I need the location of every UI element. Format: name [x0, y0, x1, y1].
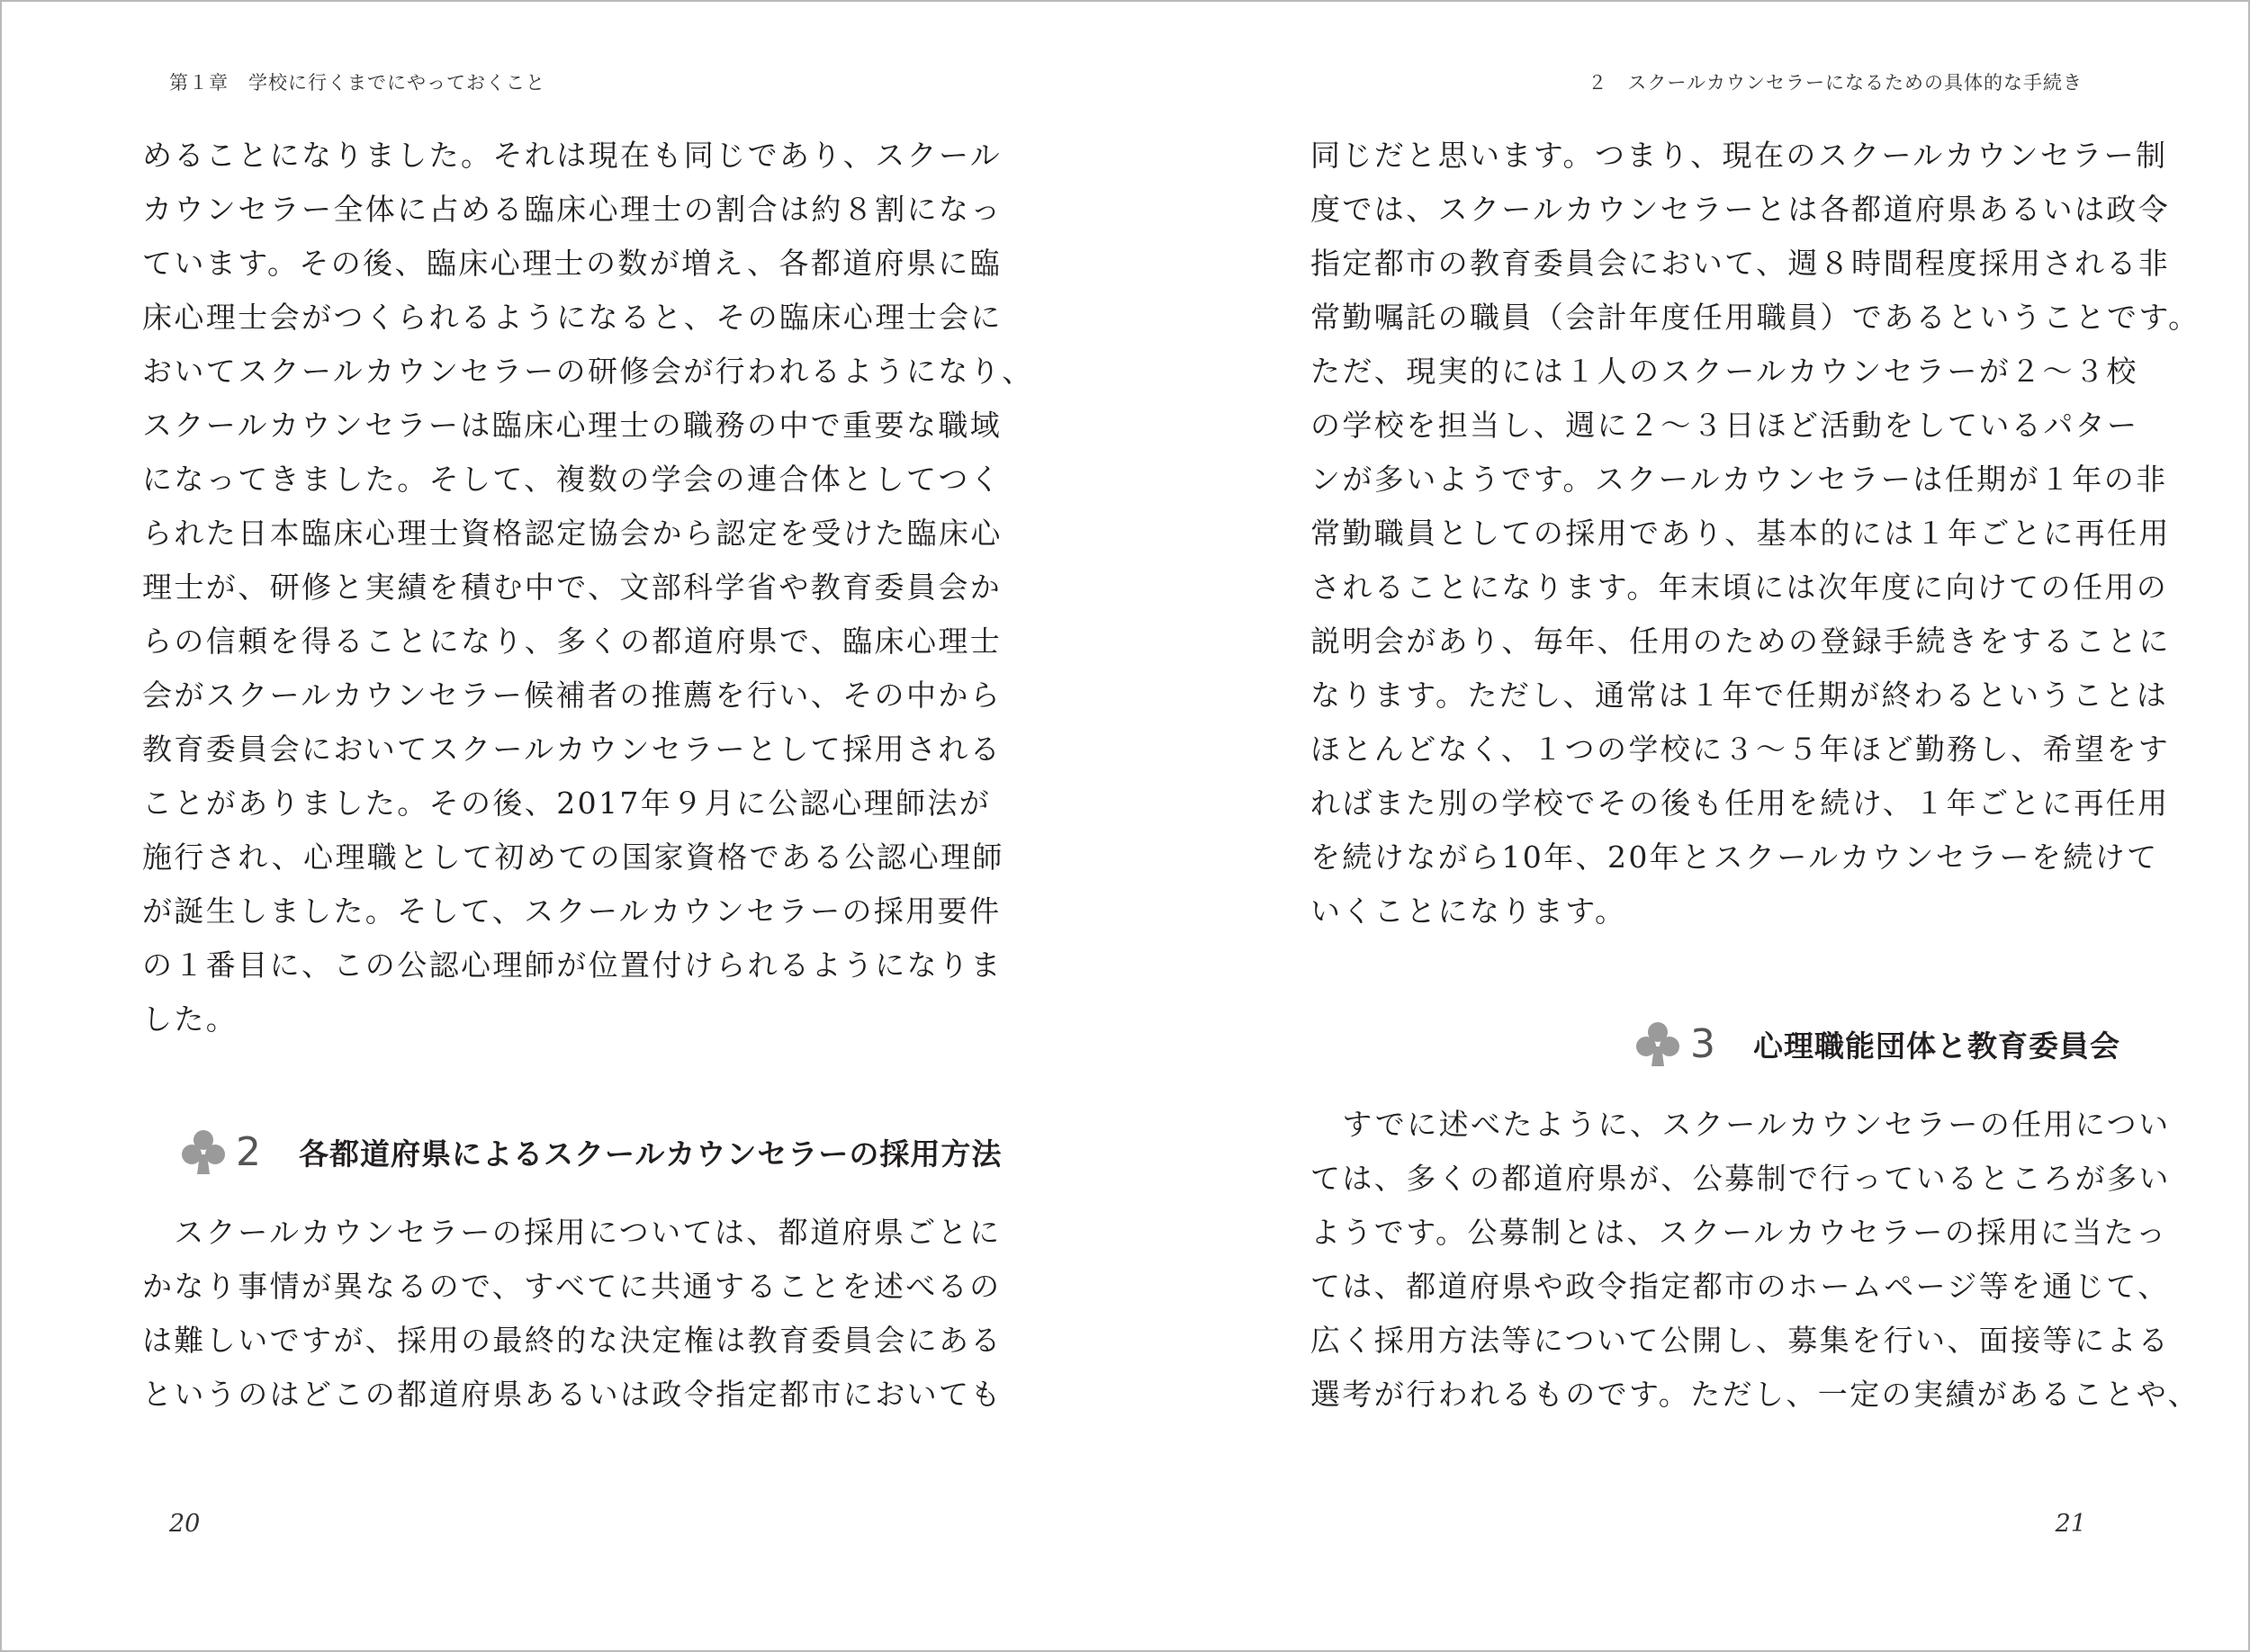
text-line: 指定都市の教育委員会において、週８時間程度採用される非 [1310, 246, 2171, 281]
section-number: 3 [1690, 1020, 1715, 1067]
text-line: 同じだと思います。つまり、現在のスクールカウンセラー制 [1310, 138, 2168, 173]
text-line: ています。その後、臨床心理士の数が増え、各都道府県に臨 [142, 246, 1003, 281]
text-line: 選考が行われるものです。ただし、一定の実績があることや、 [1310, 1377, 2200, 1412]
text-line: 床心理士会がつくられるようになると、その臨床心理士会に [142, 300, 1003, 335]
text-line: いくことになります。 [1310, 893, 1627, 929]
text-line: ようです。公募制とは、スクールカウセラーの採用に当たっ [1310, 1215, 2168, 1250]
section-heading-3 [1634, 1012, 2120, 1075]
right-paragraph-1 [1310, 129, 2200, 938]
page-number-right: 21 [2055, 1510, 2086, 1538]
section-number: 2 [236, 1128, 261, 1175]
text-line: 度では、スクールカウンセラーとは各都道府県あるいは政令 [1310, 192, 2171, 227]
running-head-right: ２ スクールカウンセラーになるための具体的な手続き [1588, 72, 2083, 94]
text-line: ただ、現実的には１人のスクールカウンセラーが２～３校 [1310, 354, 2138, 389]
text-line: なります。ただし、通常は１年で任期が終わるということは [1310, 678, 2169, 713]
text-line: ほとんどなく、１つの学校に３～５年ほど勤務し、希望をす [1310, 732, 2171, 767]
text-line: は難しいですが、採用の最終的な決定権は教育委員会にある [142, 1323, 1003, 1358]
text-line: スクールカウンセラーの採用については、都道府県ごとに [142, 1215, 1002, 1250]
text-line: 常勤職員としての採用であり、基本的には１年ごとに再任用 [1310, 516, 2171, 551]
text-line: 教育委員会においてスクールカウンセラーとして採用される [142, 732, 1003, 767]
section-title: 心理職能団体と教育委員会 [1753, 1028, 2120, 1064]
text-line: になってきました。そして、複数の学会の連合体としてつく [142, 462, 1003, 497]
text-line: というのはどこの都道府県あるいは政令指定都市においても [142, 1377, 1003, 1412]
text-line: の１番目に、この公認心理師が位置付けられるようになりま [142, 947, 1003, 983]
right-page [1125, 0, 2250, 1652]
left-paragraph-2 [142, 1206, 1003, 1422]
text-line: されることになります。年末頃には次年度に向けての任用の [1310, 570, 2169, 605]
text-line: 説明会があり、毎年、任用のための登録手続きをすることに [1310, 624, 2171, 659]
text-line: かなり事情が異なるので、すべてに共通することを述べるの [142, 1269, 1002, 1304]
text-line: られた日本臨床心理士資格認定協会から認定を受けた臨床心 [142, 516, 1003, 551]
text-line: ことがありました。その後、2017年９月に公認心理師法が [142, 786, 992, 821]
text-line: 理士が、研修と実績を積む中で、文部科学省や教育委員会か [142, 570, 1003, 605]
section-heading-2 [180, 1120, 1002, 1183]
text-line: 施行され、心理職として初めての国家資格である公認心理師 [142, 839, 1004, 875]
text-line: めることになりました。それは現在も同じであり、スクール [142, 138, 1003, 173]
text-line: を続けながら10年、20年とスクールカウンセラーを続けて [1310, 839, 2159, 875]
section-title: 各都道府県によるスクールカウンセラーの採用方法 [299, 1136, 1003, 1172]
text-line: らの信頼を得ることになり、多くの都道府県で、臨床心理士 [142, 624, 1003, 659]
text-line: 常勤嘱託の職員（会計年度任用職員）であるということです。 [1310, 300, 2200, 335]
left-paragraph-1 [142, 129, 1034, 1046]
club-icon [180, 1127, 227, 1176]
right-paragraph-2 [1310, 1098, 2200, 1422]
club-icon [1634, 1019, 1681, 1068]
page-number-left: 20 [169, 1510, 201, 1538]
text-line: の学校を担当し、週に２～３日ほど活動をしているパター [1310, 408, 2139, 443]
text-line: ては、都道府県や政令指定都市のホームページ等を通じて、 [1310, 1269, 2170, 1304]
text-line: 会がスクールカウンセラー候補者の推薦を行い、その中から [142, 678, 1003, 713]
text-line: ればまた別の学校でその後も任用を続け、１年ごとに再任用 [1310, 786, 2170, 821]
running-head-left: 第１章 学校に行くまでにやっておくこと [169, 72, 545, 94]
text-line: した。 [142, 1001, 238, 1037]
text-line: カウンセラー全体に占める臨床心理士の割合は約８割になっ [142, 192, 1003, 227]
text-line: スクールカウンセラーは臨床心理士の職務の中で重要な職域 [142, 408, 1003, 443]
text-line: 広く採用方法等について公開し、募集を行い、面接等による [1310, 1323, 2171, 1358]
text-line: ては、多くの都道府県が、公募制で行っているところが多い [1310, 1161, 2171, 1196]
text-line: おいてスクールカウンセラーの研修会が行われるようになり、 [142, 354, 1034, 389]
text-line: すでに述べたように、スクールカウンセラーの任用につい [1310, 1107, 2171, 1142]
text-line: が誕生しました。そして、スクールカウンセラーの採用要件 [142, 893, 1002, 929]
text-line: ンが多いようです。スクールカウンセラーは任期が１年の非 [1310, 462, 2168, 497]
